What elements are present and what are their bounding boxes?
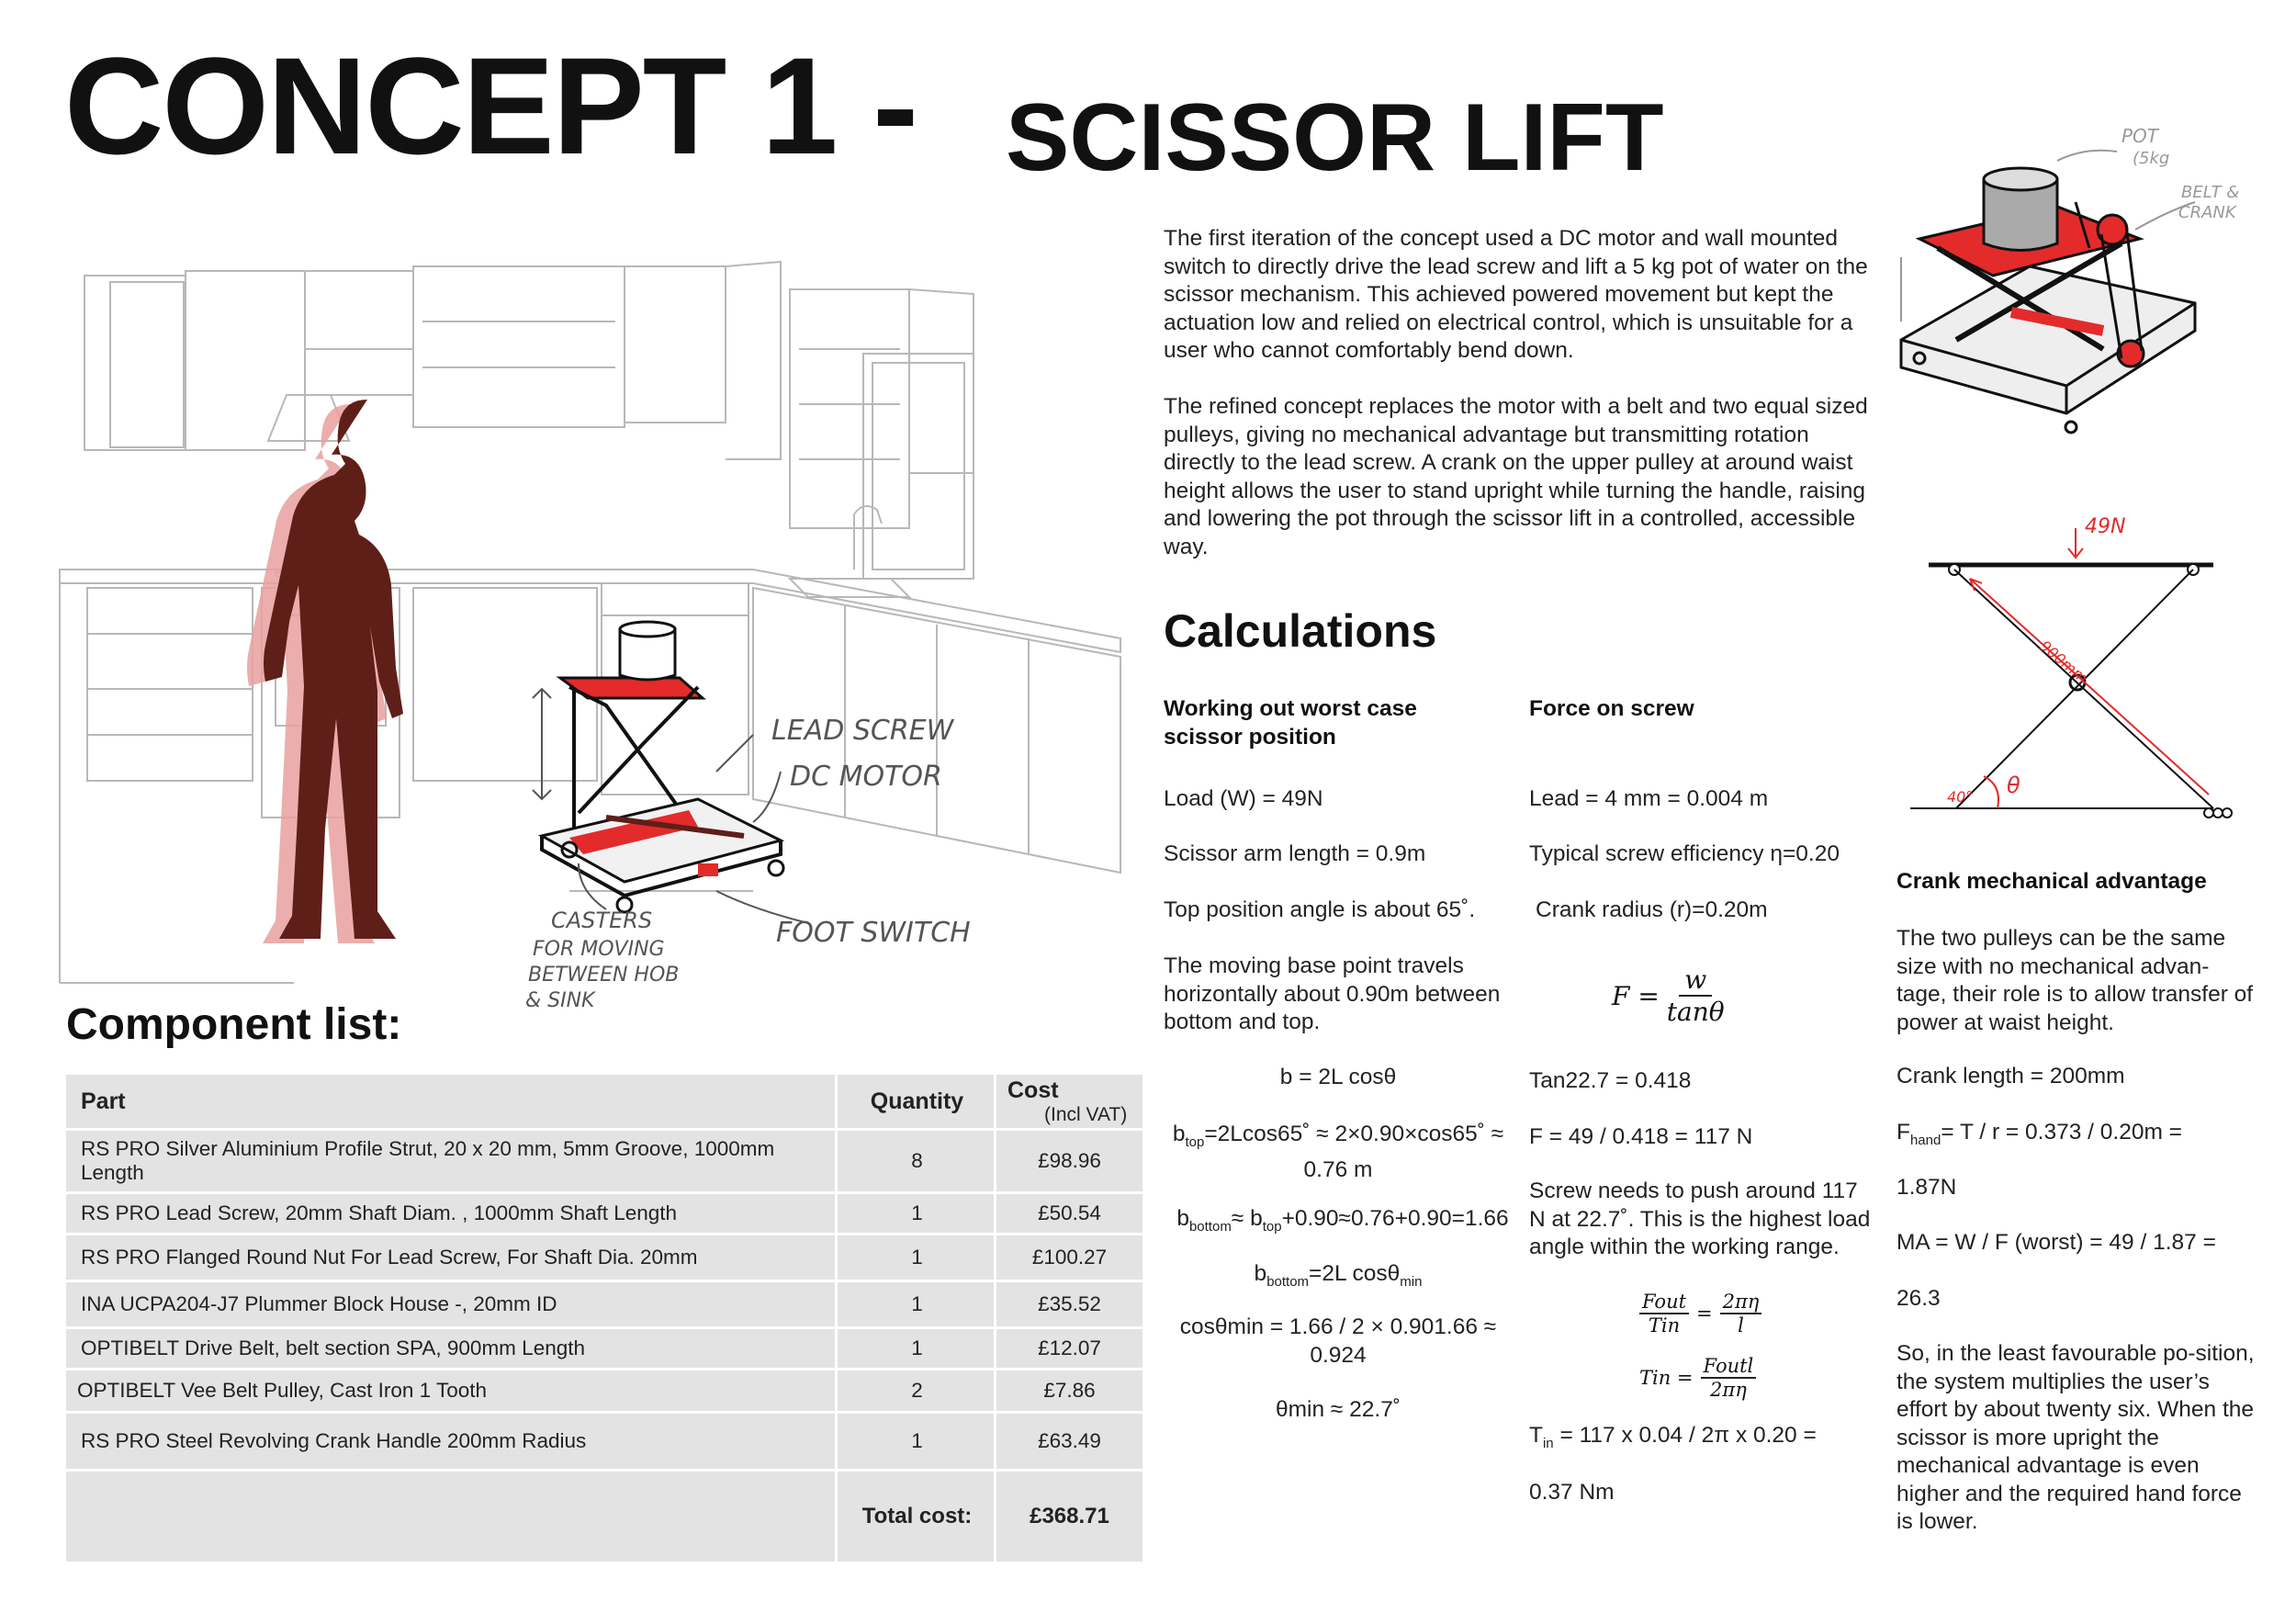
calc-crank-radius: Crank radius (r)=0.20m [1536,897,1768,922]
label-angle-theta: θ [2007,773,2020,798]
header-cost: Cost (Incl VAT) [1007,1077,1128,1125]
calc-efficiency: Typical screw efficiency η=0.20 [1529,841,1840,866]
label-casters-3: BETWEEN HOB [528,964,680,987]
calc-pulley-text: The two pulleys can be the same size with no mechanical advan-tage, their role is to allow transfer of power at waist height. [1896,926,2254,1035]
calc-lead: Lead = 4 mm = 0.004 m [1529,786,1769,811]
calc-tin-value: 0.37 Nm [1529,1480,1615,1505]
cell-part: RS PRO Flanged Round Nut For Lead Screw, For Shaft Dia. 20mm [66,1235,838,1280]
cell-part: OPTIBELT Vee Belt Pulley, Cast Iron 1 Tooth [66,1370,838,1411]
page-subtitle: SCISSOR LIFT [1006,85,1664,191]
calculations-title: Calculations [1164,605,1437,657]
cell-part: RS PRO Steel Revolving Crank Handle 200mm Radius [66,1414,838,1469]
calc-tin: $T_{in} = 117$ x 0.04 / 2π x 0.20 = [1529,1423,1817,1451]
intro-paragraph-1: The first iteration of the concept used a DC motor and wall mounted switch to directly drive the lead screw and lift a 5 kg pot of water on the scissor mechanism. This achieved powered movement but kept the actuation low and relied on electrical control, which is unsuitable for a user who cannot comfortably bend down. [1164,226,1868,363]
calc-ma: MA = W / F (worst) = 49 / 1.87 = [1896,1230,2216,1255]
label-casters: CASTERS [551,908,653,933]
label-dc-motor: DC MOTOR [790,761,942,793]
cell-cost: £35.52 [1038,1292,1101,1315]
calc-ma-value: 26.3 [1896,1286,1941,1311]
calc-col2-heading: Force on screw [1529,696,1694,721]
cell-part: RS PRO Silver Aluminium Profile Strut, 20 x 20 mm, 5mm Groove, 1000mm Length [66,1131,838,1191]
calc-arm-length: Scissor arm length = 0.9m [1164,841,1426,866]
label-belt: BELT & [2181,183,2240,202]
component-table [66,1075,1142,1562]
table-row [66,1282,1142,1329]
cell-qty: 1 [840,1194,996,1233]
cell-qty: 1 [840,1329,996,1368]
cell-qty: 1 [840,1235,996,1280]
header-part: Part [66,1075,838,1128]
calc-b-equation: b = 2L cosθ [1279,1065,1397,1089]
calc-col1-heading: Working out worst case scissor position [1164,696,1417,750]
calc-fhand-value: 1.87N [1896,1175,1957,1200]
cell-qty: 1 [840,1414,996,1469]
formula-tin: Tin = Foutl 2πη [1639,1355,1756,1401]
table-header [66,1075,1142,1131]
calc-top-angle: Top position angle is about 65˚. [1164,897,1476,922]
label-crank: CRANK [2178,203,2236,222]
calc-fhand: $F_{hand}= T / r = 0.373 / 0.20m$ = [1896,1120,2182,1148]
calc-crank-length: Crank length = 200mm [1896,1064,2125,1088]
label-pot-weight: (5kg [2133,149,2170,168]
kitchen-sketch [55,248,1139,1038]
calc-load: Load (W) = 49N [1164,786,1323,811]
calc-btop: $b_{top}=2Lcos65˚$ ≈ 2×0.90×cos65˚ ≈ 0.76 m [1172,1122,1504,1183]
cell-part: RS PRO Lead Screw, 20mm Shaft Diam. , 1000mm Shaft Length [66,1194,838,1233]
cell-cost: £98.96 [1038,1149,1101,1172]
cell-cost: £12.07 [1038,1336,1101,1359]
component-list-title: Component list: [66,1000,402,1049]
cell-cost: £50.54 [1038,1201,1101,1224]
cell-cost: £63.49 [1038,1429,1101,1452]
total-value: £368.71 [1030,1504,1109,1528]
header-quantity: Quantity [840,1075,996,1128]
label-casters-2: FOR MOVING [533,938,665,961]
label-foot-switch: FOOT SWITCH [776,917,971,949]
label-pot: POT [2122,125,2159,147]
label-force: 49N [2085,515,2126,538]
cell-cost: £7.86 [1043,1379,1096,1402]
label-casters-4: & SINK [525,989,595,1012]
cell-qty: 2 [840,1370,996,1411]
table-row [66,1131,1142,1194]
table-total-row [66,1472,1142,1562]
label-arm-length: 900mm [2036,637,2091,687]
formula-torque-ratio: Fout Tin = $\frac{2\pi\eta}{l}$ [1639,1291,1761,1336]
cell-qty: 8 [840,1131,996,1191]
calc-tan: Tan22.7 = 0.418 [1529,1068,1692,1093]
table-row [66,1194,1142,1235]
calc-force-value: F = 49 / 0.418 = 117 N [1529,1124,1753,1149]
calc-screw-push: Screw needs to push around 117 N at 22.7˚. This is the highest load angle within the working range. [1529,1179,1871,1259]
cell-part: OPTIBELT Drive Belt, belt section SPA, 900mm Length [66,1329,838,1368]
calc-col3-heading: Crank mechanical advantage [1896,869,2207,894]
calc-conclusion: So, in the least favourable po-sition, the system multiplies the user’s effort by about twenty six. When the scissor is more upright the mechanical advantage is even higher and the required hand force is lower. [1896,1341,2255,1534]
cell-cost: £100.27 [1031,1246,1108,1269]
belt-crank-sketch [1892,110,2259,459]
calc-travel: The moving base point travels horizontally about 0.90m between bottom and top. [1164,953,1501,1034]
page-title: CONCEPT 1 - [64,28,917,183]
formula-force: F = $\frac{w}{\tan\theta}$ [1612,964,1725,1027]
cell-qty: 1 [840,1282,996,1326]
total-label: Total cost: [840,1472,996,1562]
table-row [66,1329,1142,1370]
intro-paragraph-2: The refined concept replaces the motor with a belt and two equal sized pulleys, giving no mechanical advantage but transmitting rotation directly to the lead screw. A crank on the upper pulley at around waist height allows the user to stand upright while turning the handle, raising and lowering the pot through the scissor lift in a controlled, accessible way. [1164,394,1868,559]
calc-bbottom: $b_{bottom}\approx b_{top}+0.90\approx 0.76+0.90=1.66$ [1176,1206,1509,1235]
table-row [66,1370,1142,1414]
scissor-diagram [1901,510,2250,831]
calc-cos-min: cosθmin = 1.66 / 2 × 0.901.66 ≈ 0.924 [1179,1314,1497,1368]
cell-part: INA UCPA204-J7 Plummer Block House -, 20mm ID [66,1282,838,1326]
table-row [66,1414,1142,1472]
calc-bbottom-min: $b_{bottom}=2L$ cosθ$_{min}$ [1254,1261,1423,1290]
label-angle-40: 40° [1947,788,1974,806]
cell-empty [66,1472,838,1562]
calc-theta-min: θmin ≈ 22.7˚ [1275,1397,1401,1422]
table-row [66,1235,1142,1282]
label-lead-screw: LEAD SCREW [771,715,954,747]
